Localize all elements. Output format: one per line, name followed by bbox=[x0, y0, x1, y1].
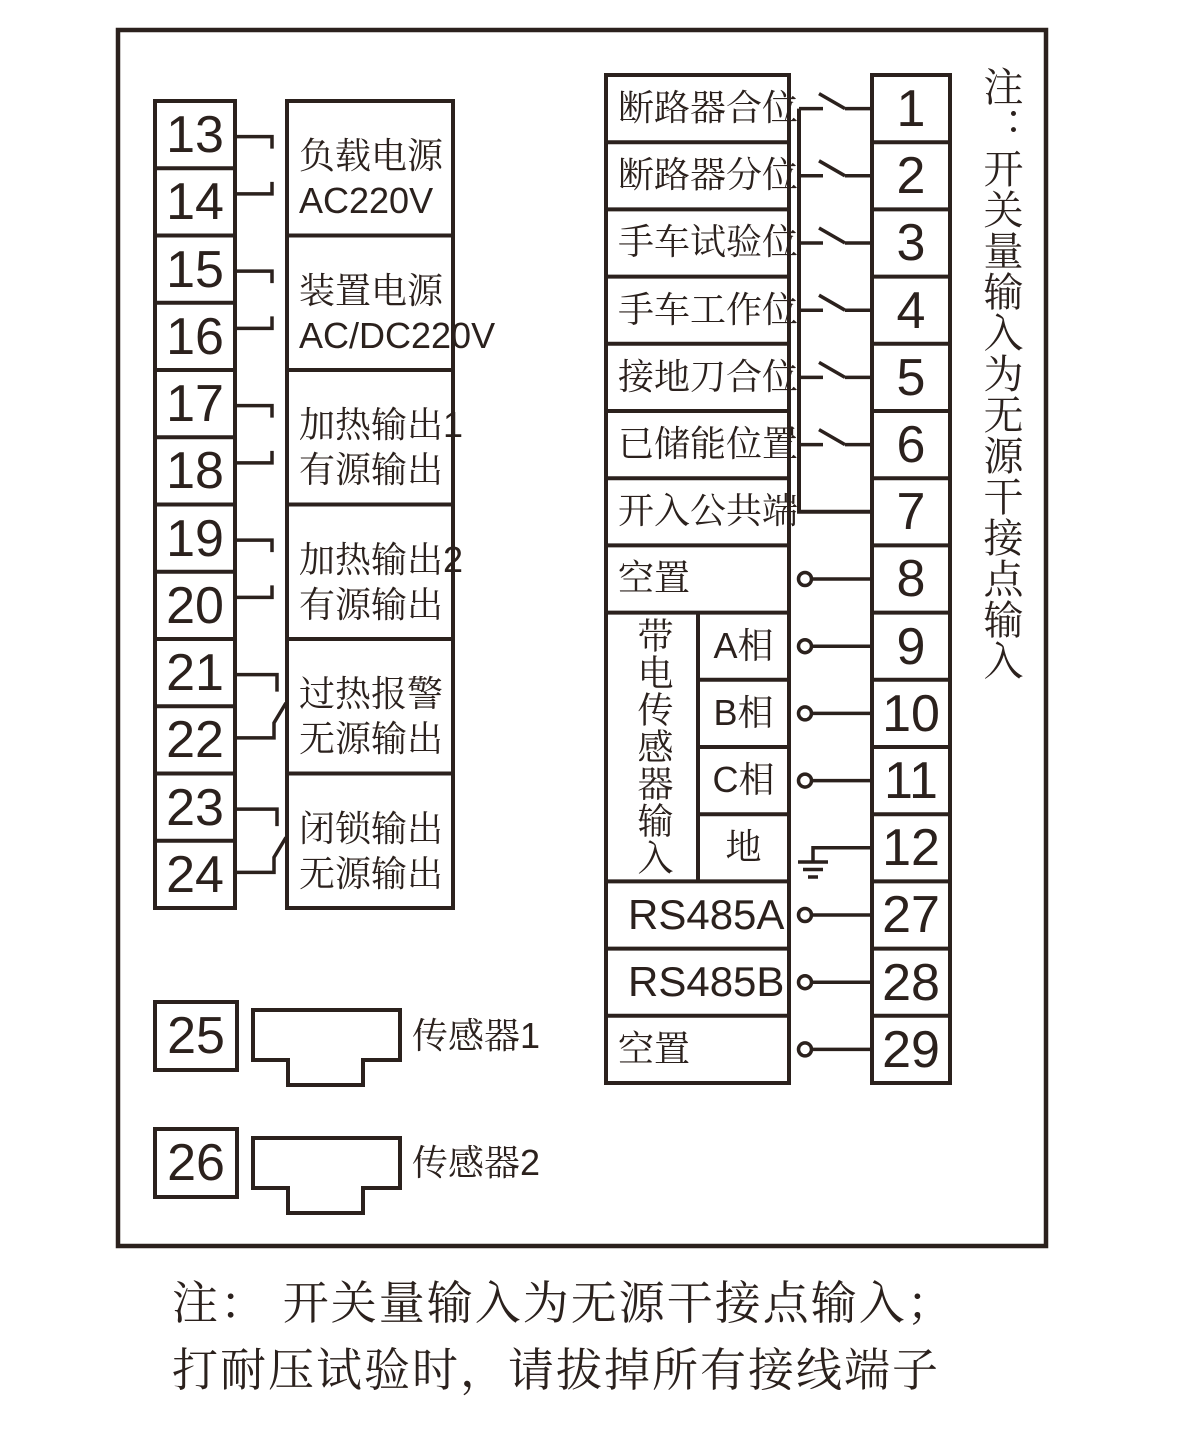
terminal-number-25: 25 bbox=[167, 1007, 225, 1065]
open-connector-terminal-28 bbox=[799, 976, 873, 989]
open-connector-terminal-10 bbox=[799, 707, 873, 720]
label-input-common: 开入公共端 bbox=[618, 490, 799, 531]
label-trolley-test: 手车试验位 bbox=[618, 221, 799, 262]
open-connector-terminal-8 bbox=[799, 573, 873, 586]
terminal-number-29: 29 bbox=[882, 1020, 940, 1079]
label-earth: 地 bbox=[725, 826, 762, 867]
left-label-boxes bbox=[287, 101, 453, 908]
label-live-sensor-input: 带电传感器输入 bbox=[633, 617, 674, 876]
open-connector-terminal-29 bbox=[799, 1043, 873, 1056]
terminal-number-27: 27 bbox=[882, 885, 940, 944]
label-lockout-output-line2: 无源输出 bbox=[299, 853, 444, 894]
label-ground-knife: 接地刀合位 bbox=[618, 356, 799, 397]
label-trolley-work: 手车工作位 bbox=[618, 289, 799, 330]
contact-symbol-15-16 bbox=[235, 271, 272, 328]
terminal-number-13: 13 bbox=[166, 105, 224, 164]
label-spare-29: 空置 bbox=[618, 1028, 691, 1069]
switch-symbol-terminal-5 bbox=[799, 362, 872, 377]
switch-symbol-terminal-4 bbox=[799, 295, 872, 310]
rj45-jack-icon-sensor1 bbox=[253, 1010, 400, 1085]
label-phase-c: C相 bbox=[712, 759, 775, 800]
relay-contact-symbol-23-24 bbox=[235, 809, 286, 872]
label-device-power-line2: AC/DC220V bbox=[299, 315, 496, 356]
footer-note-line1: 注： 开关量输入为无源干接点输入； bbox=[172, 1277, 955, 1329]
terminal-number-18: 18 bbox=[166, 441, 224, 500]
side-note-vertical: 注：开关量输入为无源干接点输入 bbox=[978, 66, 1022, 681]
terminal-number-24: 24 bbox=[166, 845, 224, 904]
label-sensor2: 传感器2 bbox=[412, 1142, 541, 1183]
label-overheat-alarm-line2: 无源输出 bbox=[299, 718, 444, 759]
open-connector-terminal-27 bbox=[799, 909, 873, 922]
contact-symbol-17-18 bbox=[235, 406, 272, 463]
rj45-jack-icon-sensor2 bbox=[253, 1138, 400, 1213]
label-heater-output1-line2: 有源输出 bbox=[299, 449, 444, 490]
terminal-number-26: 26 bbox=[167, 1134, 225, 1192]
footer-note-line2: 打耐压试验时，请拔掉所有接线端子 bbox=[172, 1344, 940, 1396]
terminal-number-22: 22 bbox=[166, 710, 224, 769]
switch-symbol-terminal-6 bbox=[799, 430, 872, 445]
terminal-number-17: 17 bbox=[166, 374, 224, 433]
label-heater-output2-line2: 有源输出 bbox=[299, 584, 444, 625]
terminal-number-19: 19 bbox=[166, 509, 224, 568]
label-rs485b: RS485B bbox=[628, 958, 785, 1005]
open-connector-terminal-9 bbox=[799, 640, 873, 653]
terminal-number-5: 5 bbox=[896, 348, 926, 407]
terminal-number-28: 28 bbox=[882, 953, 940, 1012]
label-energy-stored: 已储能位置 bbox=[618, 423, 799, 464]
label-load-power-line1: 负载电源 bbox=[299, 135, 444, 176]
label-phase-b: B相 bbox=[713, 692, 774, 733]
terminal-number-23: 23 bbox=[166, 778, 224, 837]
label-load-power-line2: AC220V bbox=[299, 180, 434, 221]
terminal-number-11: 11 bbox=[884, 751, 938, 810]
terminal-number-6: 6 bbox=[896, 415, 926, 474]
terminal-number-21: 21 bbox=[166, 643, 224, 702]
label-sensor1: 传感器1 bbox=[412, 1015, 541, 1056]
switch-symbol-terminal-1 bbox=[799, 94, 872, 109]
terminal-number-12: 12 bbox=[882, 818, 940, 877]
contact-symbol-13-14 bbox=[235, 137, 272, 194]
ground-symbol bbox=[798, 848, 872, 877]
terminal-number-10: 10 bbox=[882, 684, 940, 743]
label-breaker-closed: 断路器合位 bbox=[618, 87, 799, 128]
label-heater-output2-line1: 加热输出2 bbox=[299, 539, 464, 580]
terminal-number-9: 9 bbox=[896, 617, 926, 676]
terminal-number-20: 20 bbox=[166, 576, 224, 635]
terminal-number-1: 1 bbox=[896, 79, 926, 138]
terminal-number-7: 7 bbox=[896, 482, 926, 541]
label-lockout-output-line1: 闭锁输出 bbox=[299, 808, 444, 849]
open-connector-terminal-11 bbox=[799, 774, 873, 787]
terminal-number-16: 16 bbox=[166, 307, 224, 366]
terminal-number-15: 15 bbox=[166, 240, 224, 299]
switch-symbol-terminal-2 bbox=[799, 161, 872, 176]
label-device-power-line1: 装置电源 bbox=[299, 270, 444, 311]
label-spare-8: 空置 bbox=[618, 557, 691, 598]
label-rs485a: RS485A bbox=[628, 891, 785, 938]
terminal-number-14: 14 bbox=[166, 172, 224, 231]
label-overheat-alarm-line1: 过热报警 bbox=[299, 673, 444, 714]
label-breaker-open: 断路器分位 bbox=[618, 154, 799, 195]
relay-contact-symbol-21-22 bbox=[235, 675, 286, 738]
terminal-number-8: 8 bbox=[896, 549, 926, 608]
switch-symbol-terminal-3 bbox=[799, 228, 872, 243]
terminal-number-3: 3 bbox=[896, 213, 926, 272]
label-heater-output1-line1: 加热输出1 bbox=[299, 404, 464, 445]
terminal-number-2: 2 bbox=[896, 146, 926, 205]
terminal-number-4: 4 bbox=[896, 281, 926, 340]
label-phase-a: A相 bbox=[713, 625, 774, 666]
contact-symbol-19-20 bbox=[235, 540, 272, 597]
